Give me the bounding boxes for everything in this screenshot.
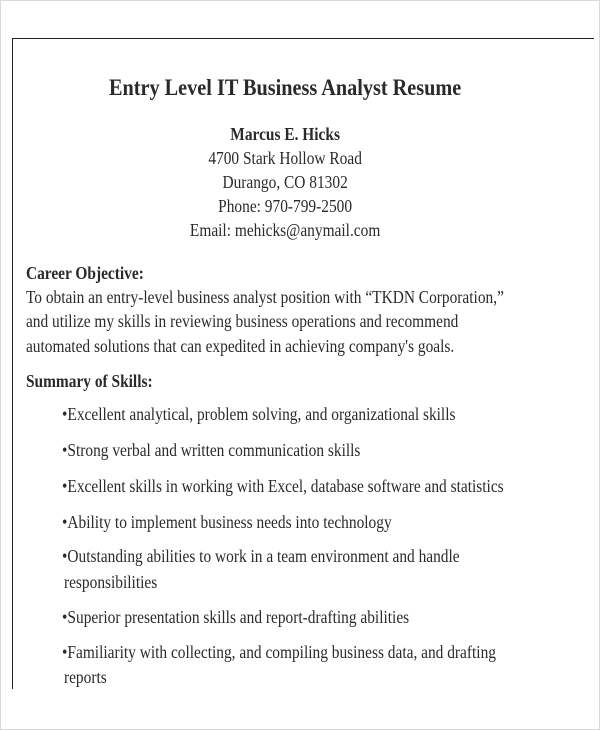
skill-item: •Excellent analytical, problem solving, and organizational skills — [62, 404, 456, 424]
skill-item: •Familiarity with collecting, and compiling business data, and drafting — [62, 642, 496, 662]
objective-line: automated solutions that can expedited in achieving company's goals. — [25, 336, 455, 356]
contact-name: Marcus E. Hicks — [230, 124, 340, 144]
skill-item: •Ability to implement business needs into technology — [62, 512, 392, 532]
contact-phone: Phone: 970-799-2500 — [218, 196, 353, 216]
objective-line: To obtain an entry-level business analyst position with “TKDN Corporation,” — [25, 287, 504, 307]
skill-item-continuation: responsibilities — [63, 572, 158, 592]
skill-item: •Outstanding abilities to work in a team environment and handle — [62, 546, 460, 566]
skill-item-continuation: reports — [63, 667, 107, 687]
objective-heading: Career Objective: — [25, 263, 144, 283]
contact-address: 4700 Stark Hollow Road — [208, 148, 362, 168]
skills-heading: Summary of Skills: — [25, 371, 153, 391]
contact-city: Durango, CO 81302 — [222, 172, 348, 192]
skill-item: •Strong verbal and written communication skills — [62, 440, 361, 460]
skill-item: •Superior presentation skills and report-drafting abilities — [62, 607, 410, 627]
page-title: Entry Level IT Business Analyst Resume — [109, 75, 462, 100]
skill-item: •Excellent skills in working with Excel, database software and statistics — [62, 476, 504, 496]
objective-line: and utilize my skills in reviewing business operations and recommend — [25, 311, 459, 331]
contact-email: Email: mehicks@anymail.com — [189, 220, 381, 240]
